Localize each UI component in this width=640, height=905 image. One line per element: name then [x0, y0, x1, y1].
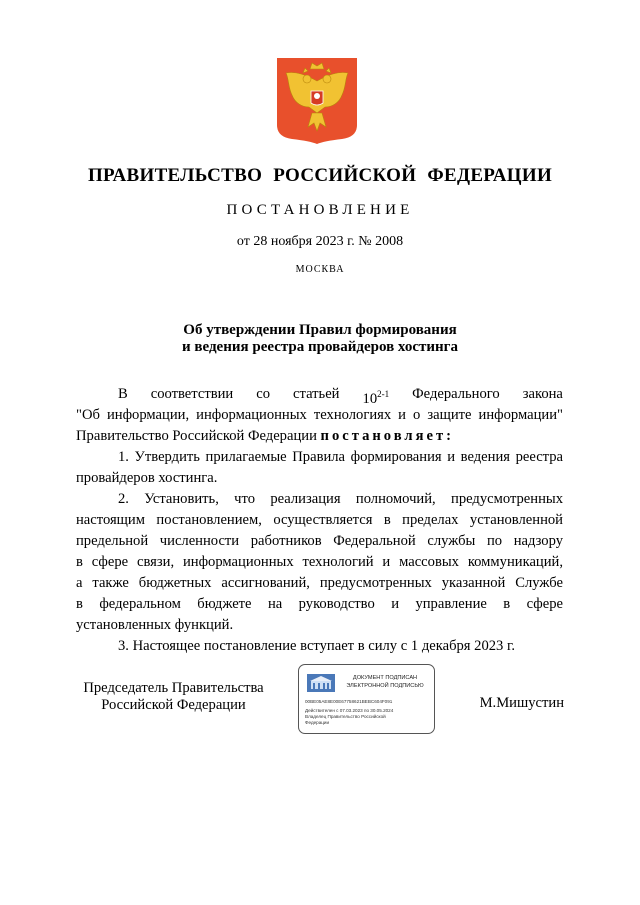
document-city: МОСКВА	[295, 264, 345, 275]
government-title: ПРАВИТЕЛЬСТВО РОССИЙСКОЙ ФЕДЕРАЦИИ	[87, 165, 553, 186]
paragraph-line: провайдеров хостинга.	[76, 470, 218, 486]
paragraph-line: а также бюджетных ассигнований, предусмотренных указанной Службе	[76, 575, 563, 591]
paragraph-line: установленных функций.	[76, 617, 234, 633]
stamp-title: ДОКУМЕНТ ПОДПИСАН ЭЛЕКТРОННОЙ ПОДПИСЬЮ	[346, 675, 424, 689]
paragraph-line: 2. Установить, что реализация полномочий, предусмотренных	[118, 491, 563, 507]
certificate-owner: Владелец Правительство Российской	[305, 714, 386, 719]
paragraph-line: 1. Утвердить прилагаемые Правила формирования и ведения реестра	[118, 449, 563, 465]
document-date: от 28 ноября 2023 г. № 2008	[236, 234, 404, 249]
certificate-owner: Федерации	[305, 720, 330, 725]
preamble-line: "Об информации, информационных технологиях и о защите информации"	[76, 407, 563, 423]
signatory-name: М.Мишустин	[479, 695, 564, 711]
paragraph-line: настоящим постановлением, осуществляется в пределах установленной	[76, 512, 563, 528]
building-icon	[307, 674, 335, 692]
coat-of-arms-icon	[276, 57, 358, 145]
certificate-validity: Действителен с 07.03.2023 по 30.05.2024	[305, 708, 394, 713]
signatory-position: Председатель Правительства Российской Федерации	[83, 680, 264, 713]
document-type: ПОСТАНОВЛЕНИЕ	[226, 202, 414, 218]
document-subject	[0, 322, 640, 356]
preamble-line: В соответствии со статьей 10$^{2-1}$ Федерального закона	[118, 386, 563, 407]
paragraph-line: в сфере связи, информационных технологий и массовых коммуникаций,	[76, 554, 563, 570]
decree-word: постановляет:	[320, 428, 454, 444]
subject-line: и ведения реестра провайдеров хостинга	[182, 339, 458, 355]
subject-line: Об утверждении Правил формирования	[183, 322, 457, 338]
preamble-line: Правительство Российской Федерации постановляет:	[76, 428, 454, 444]
certificate-number: 00BE05AE8E00E67758621BEBC604F091	[305, 699, 393, 704]
paragraph-line: 3. Настоящее постановление вступает в силу с 1 декабря 2023 г.	[118, 638, 515, 654]
electronic-signature-stamp	[298, 664, 435, 734]
paragraph-line: предельной численности работников Федеральной службы по надзору	[76, 533, 563, 549]
paragraph-line: в федеральном бюджете на руководство и управление в сфере	[76, 596, 563, 612]
article-reference: 10$^{2-1}$	[362, 389, 390, 407]
